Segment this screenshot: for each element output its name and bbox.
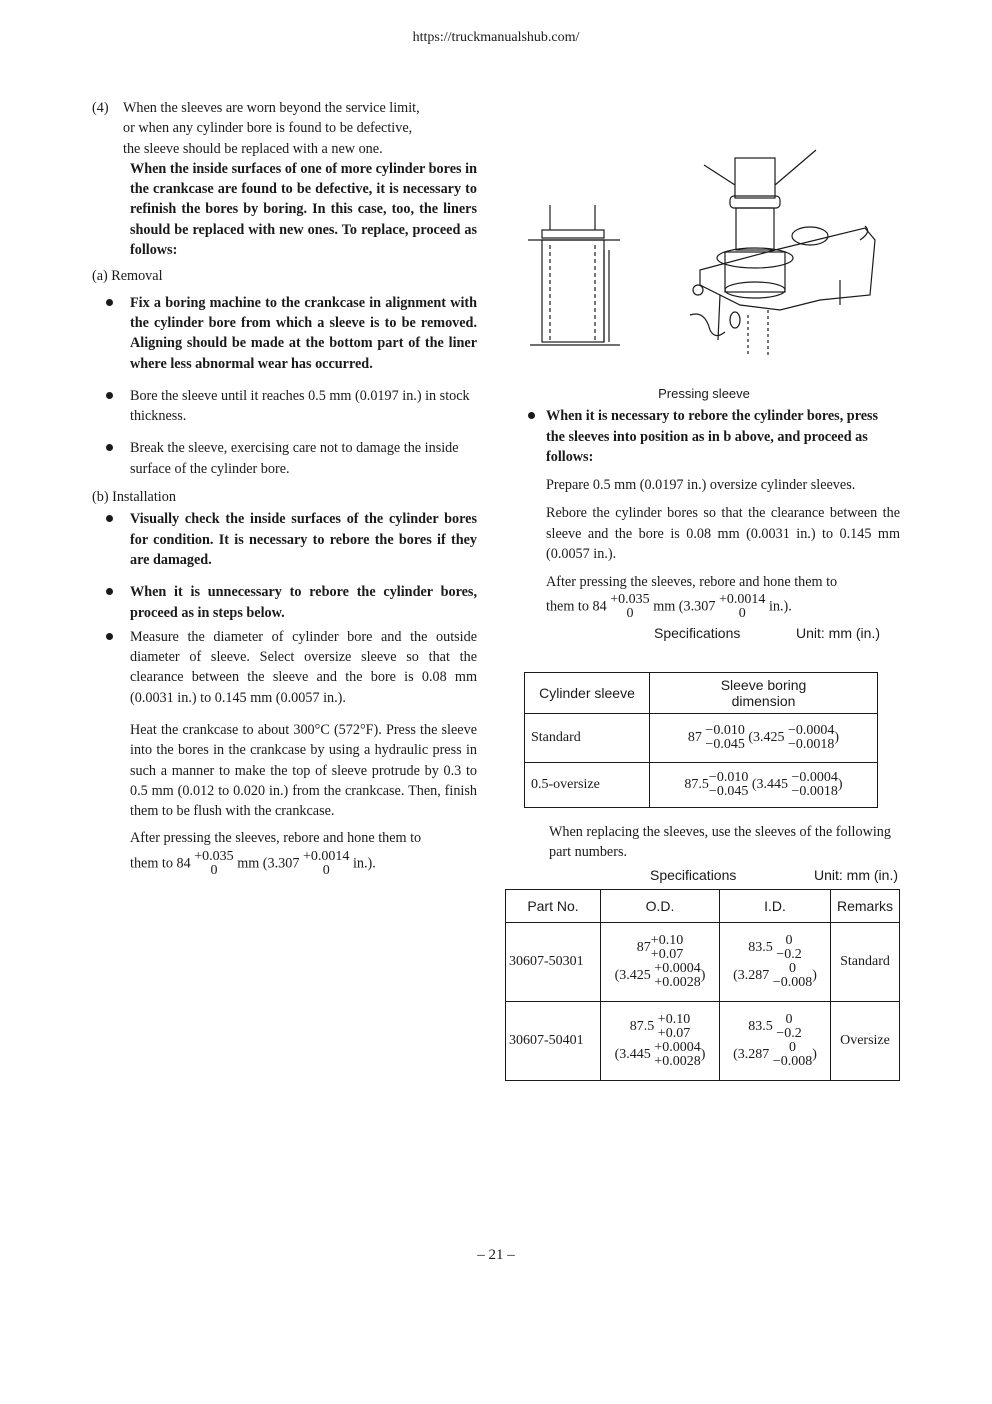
table-header: Sleeve boring dimension (650, 673, 878, 714)
figure-caption: Pressing sleeve (658, 386, 750, 401)
remarks: Standard (831, 923, 900, 1002)
item-4 (92, 98, 477, 159)
installation-heading: (b) Installation (92, 489, 176, 506)
tolerance: +0.035 0 (194, 848, 234, 878)
table-header: Remarks (831, 890, 900, 923)
table-header: O.D. (601, 890, 720, 923)
table-header-row (506, 890, 900, 923)
hone-dimension-left: them to 84 +0.035 0 mm (3.307 +0.0014 0 in.). (130, 848, 376, 878)
table-header: I.D. (720, 890, 831, 923)
removal-bullet-2: Bore the sleeve until it reaches 0.5 mm (0.0197 in.) in stock thickness. (92, 386, 477, 427)
left-column (92, 98, 477, 878)
page-number: – 21 – (477, 1247, 515, 1263)
sleeve-type: Standard (525, 714, 650, 763)
install-bullet-1: Visually check the inside surfaces of the cylinder bores for condition. It is necessary to rebore the bores if they are damaged. (92, 509, 477, 570)
bullet-dot-icon (106, 392, 113, 399)
spec2-caption: Specifications Unit: mm (in.) (650, 867, 898, 883)
tolerance: +0.0014 0 (303, 848, 350, 878)
outside-diameter: 87 +0.10 +0.07 (3.425 +0.0004 +0.0028 ) (601, 923, 720, 1002)
bullet-dot-icon (528, 412, 535, 419)
bullet-dot-icon (106, 444, 113, 451)
rebore-bullet: When it is necessary to rebore the cylinder bores, press the sleeves into position as in b above, and proceed as follows: (524, 406, 900, 467)
removal-heading: (a) Removal (92, 268, 163, 285)
spec1-caption: Specifications Unit: mm (in.) (654, 624, 880, 641)
hone-para-left: After pressing the sleeves, rebore and hone them to (130, 829, 422, 846)
outside-diameter: 87.5 +0.10 +0.07 (3.445 +0.0004 +0.0028 ) (601, 1002, 720, 1081)
bullet-dot-icon (106, 515, 113, 522)
table-row (525, 763, 878, 808)
item-4-line-3: the sleeve should be replaced with a new one. (123, 140, 383, 157)
table-header: Cylinder sleeve (525, 673, 650, 714)
item-4-line-2: or when any cylinder bore is found to be defective, (123, 120, 413, 137)
part-numbers-table (505, 889, 900, 1081)
right-column (524, 384, 900, 641)
removal-bullet-1: Fix a boring machine to the crankcase in alignment with the cylinder bore from which a sleeve is to be removed. Aligning should be made at the bottom part of the liner where less abnormal wear has occurred. (92, 293, 477, 374)
sleeve-type: 0.5-oversize (525, 763, 650, 808)
press-and-crankcase-drawing (690, 150, 875, 355)
removal-bullet-3: Break the sleeve, exercising care not to damage the inside surface of the cylinder bore. (92, 438, 477, 479)
sleeve-section-drawing (528, 205, 620, 345)
bullet-dot-icon (106, 299, 113, 306)
replace-para: When replacing the sleeves, use the sleeves of the following part numbers. (549, 824, 891, 861)
inside-diameter: 83.5 0 −0.2 (3.287 0 −0.008 ) (720, 923, 831, 1002)
heat-para: Heat the crankcase to about 300°C (572°F). Press the sleeve into the bores in the crankcase by using a hydraulic press in such a manner to make the top of sleeve protrude by 0.3 to 0.5 mm (0.012 to 0.020 in.) from the crankcase. Then, finish them to be flush with the crankcase. (130, 722, 477, 820)
boring-dimension: 87 −0.010 −0.045 (3.425 −0.0004 −0.0018 ) (650, 714, 878, 763)
inside-diameter: 83.5 0 −0.2 (3.287 0 −0.008 ) (720, 1002, 831, 1081)
prepare-para: Prepare 0.5 mm (0.0197 in.) oversize cylinder sleeves. (546, 477, 856, 494)
boring-dimension: 87.5 −0.010 −0.045 (3.445 −0.0004 −0.0018 ) (650, 763, 878, 808)
item-4-bold-para: When the inside surfaces of one of more cylinder bores in the crankcase are found to be defective, it is necessary to refinish the bores by boring. In this case, too, the liners should be replaced with new ones. To replace, proceed as follows: (130, 160, 477, 259)
item-4-line-1: When the sleeves are worn beyond the service limit, (123, 100, 420, 116)
tolerance: +0.035 0 (610, 591, 650, 621)
bullet-dot-icon (106, 588, 113, 595)
bullet-dot-icon (106, 633, 113, 640)
hone-dimension-right: them to 84 +0.035 0 mm (3.307 +0.0014 0 in.). (546, 591, 792, 621)
table-header: Part No. (506, 890, 601, 923)
tolerance: +0.0014 0 (719, 591, 766, 621)
boring-dimension-table (524, 672, 878, 808)
hone-para-right: After pressing the sleeves, rebore and hone them to (546, 574, 838, 591)
part-number: 30607-50401 (506, 1002, 601, 1081)
table-row (506, 923, 900, 1002)
install-bullet-2: When it is unnecessary to rebore the cylinder bores, proceed as in steps below. (92, 582, 477, 623)
pressing-sleeve-figure (520, 140, 900, 365)
table-row (525, 714, 878, 763)
install-bullet-3: Measure the diameter of cylinder bore and the outside diameter of sleeve. Select oversize sleeve so that the clearance between the sleeve and the bore is 0.08 mm (0.0031 in.) to 0.145 mm (0.0057 in.). (92, 627, 477, 708)
part-number: 30607-50301 (506, 923, 601, 1002)
table-row (506, 1002, 900, 1081)
table-header-row (525, 673, 878, 714)
source-url: https://truckmanualshub.com/ (412, 30, 580, 45)
rebore-para: Rebore the cylinder bores so that the clearance between the sleeve and the bore is 0.08 mm (0.0031 in.) to 0.145 mm (0.0057 in.). (546, 505, 900, 563)
item-4-number: (4) (92, 100, 109, 116)
remarks: Oversize (831, 1002, 900, 1081)
